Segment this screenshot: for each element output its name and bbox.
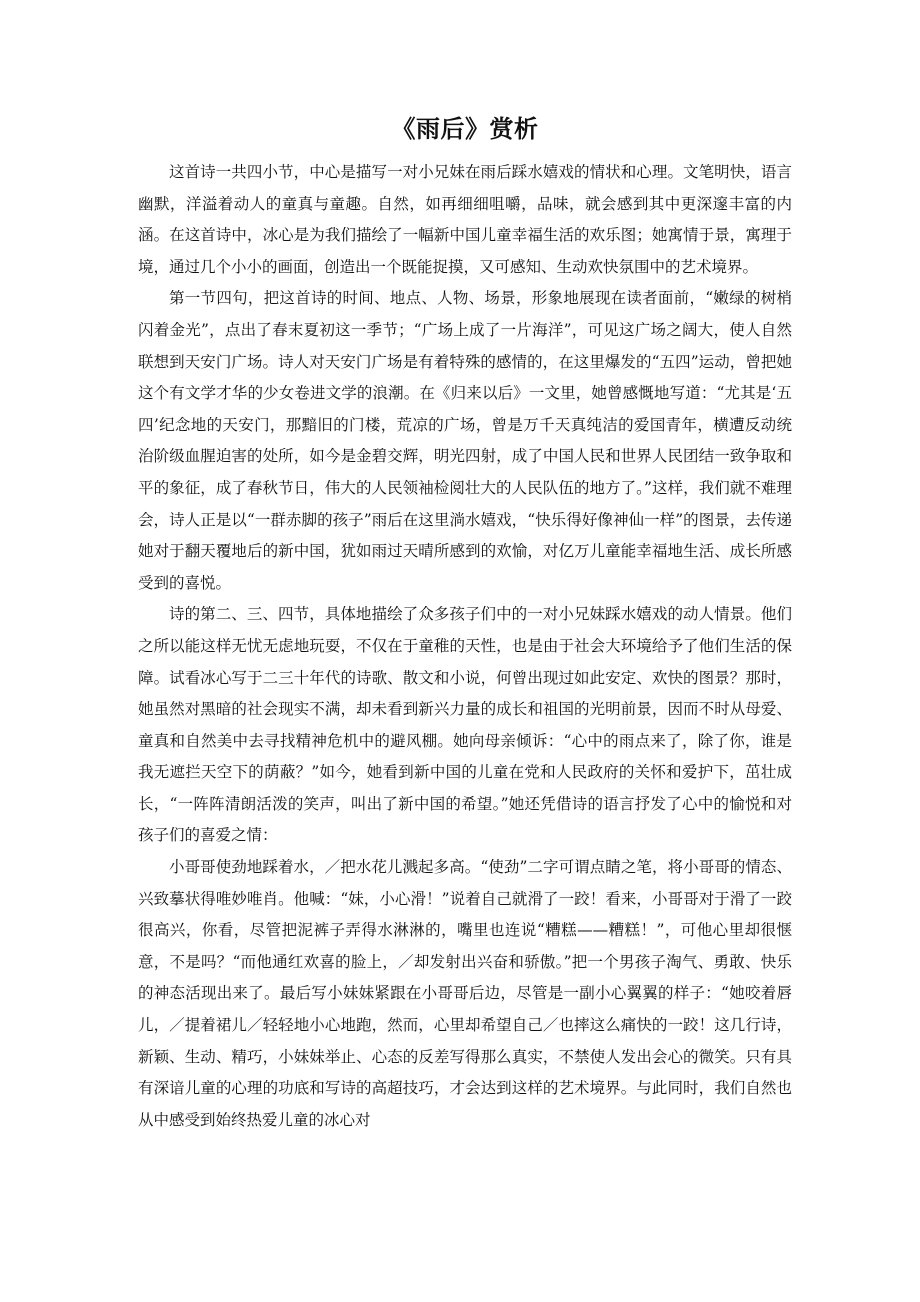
paragraph-3: 诗的第二、三、四节，具体地描绘了众多孩子们中的一对小兄妹踩水嬉戏的动人情景。他们之所以能这样无忧无虑地玩耍，不仅在于童稚的天性，也是由于社会大环境给予了他们生活的保障。试看冰心写于二三十年代的诗歌、散文和小说，何曾出现过如此安定、欢快的图景？那时，她虽然对黑暗的社会现实不满，却未看到新兴力量的成长和祖国的光明前景，因而不时从母爱、童真和自然美中去寻找精神危机中的避风棚。她向母亲倾诉：“心中的雨点来了，除了你，谁是我无遮拦天空下的荫蔽？”如今，她看到新中国的儿童在党和人民政府的关怀和爱护下，茁壮成长，“一阵阵清朗活泼的笑声，叫出了新中国的希望。”她还凭借诗的语言抒发了心中的愉悦和对孩子们的喜爱之情： xyxy=(138,605,792,845)
paragraph-2: 第一节四句，把这首诗的时间、地点、人物、场景，形象地展现在读者面前，“嫩绿的树梢闪着金光”，点出了春末夏初这一季节；“广场上成了一片海洋”，可见这广场之阔大，使人自然联想到天安门广场。诗人对天安门广场是有着特殊的感情的，在这里爆发的“五四”运动，曾把她这个有文学才华的少女卷进文学的浪潮。在《归来以后》一文里，她曾感慨地写道：“尤其是‘五四’纪念地的天安门，那黯旧的门楼，荒凉的广场，曾是万千天真纯洁的爱国青年，横遭反动统治阶级血腥迫害的处所，如今是金碧交辉，明光四射，成了中国人民和世界人民团结一致争取和平的象征，成了春秋节日，伟大的人民领袖检阅壮大的人民队伍的地方了。”这样，我们就不难理会，诗人正是以“一群赤脚的孩子”雨后在这里淌水嬉戏，“快乐得好像神仙一样”的图景，去传递她对于翻天覆地后的新中国，犹如雨过天晴所感到的欢愉，对亿万儿童能幸福地生活、成长所感受到的喜悦。 xyxy=(138,289,792,592)
document-title: 《雨后》赏析 xyxy=(391,115,539,143)
paragraph-4: 小哥哥使劲地踩着水，／把水花儿溅起多高。“使劲”二字可谓点睛之笔，将小哥哥的情态、兴致摹状得唯妙唯肖。他喊：“妹，小心滑！”说着自己就滑了一跤！看来，小哥哥对于滑了一跤很高兴，你看，尽管把泥裤子弄得水淋淋的，嘴里也连说“糟糕——糟糕！”，可他心里却很惬意，不是吗？“而他通红欢喜的脸上，／却发射出兴奋和骄傲。”把一个男孩子淘气、勇敢、快乐的神态活现出来了。最后写小妹妹紧跟在小哥哥后边，尽管是一副小心翼翼的样子：“她咬着唇儿，／提着裙儿／轻轻地小心地跑，然而，心里却希望自己／也摔这么痛快的一跤！这几行诗，新颖、生动、精巧，小妹妹举止、心态的反差写得那么真实，不禁使人发出会心的微笑。只有具有深谙儿童的心理的功底和写诗的高超技巧，才会达到这样的艺术境界。与此同时，我们自然也从中感受到始终热爱儿童的冰心对 xyxy=(138,858,792,1129)
paragraph-1: 这首诗一共四小节，中心是描写一对小兄妹在雨后踩水嬉戏的情状和心理。文笔明快，语言幽默，洋溢着动人的童真与童趣。自然，如再细细咀嚼，品味，就会感到其中更深邃丰富的内涵。在这首诗中，冰心是为我们描绘了一幅新中国儿童幸福生活的欢乐图；她寓情于景，寓理于境，通过几个小小的画面，创造出一个既能捉摸，又可感知、生动欢快氛围中的艺术境界。 xyxy=(138,163,792,276)
